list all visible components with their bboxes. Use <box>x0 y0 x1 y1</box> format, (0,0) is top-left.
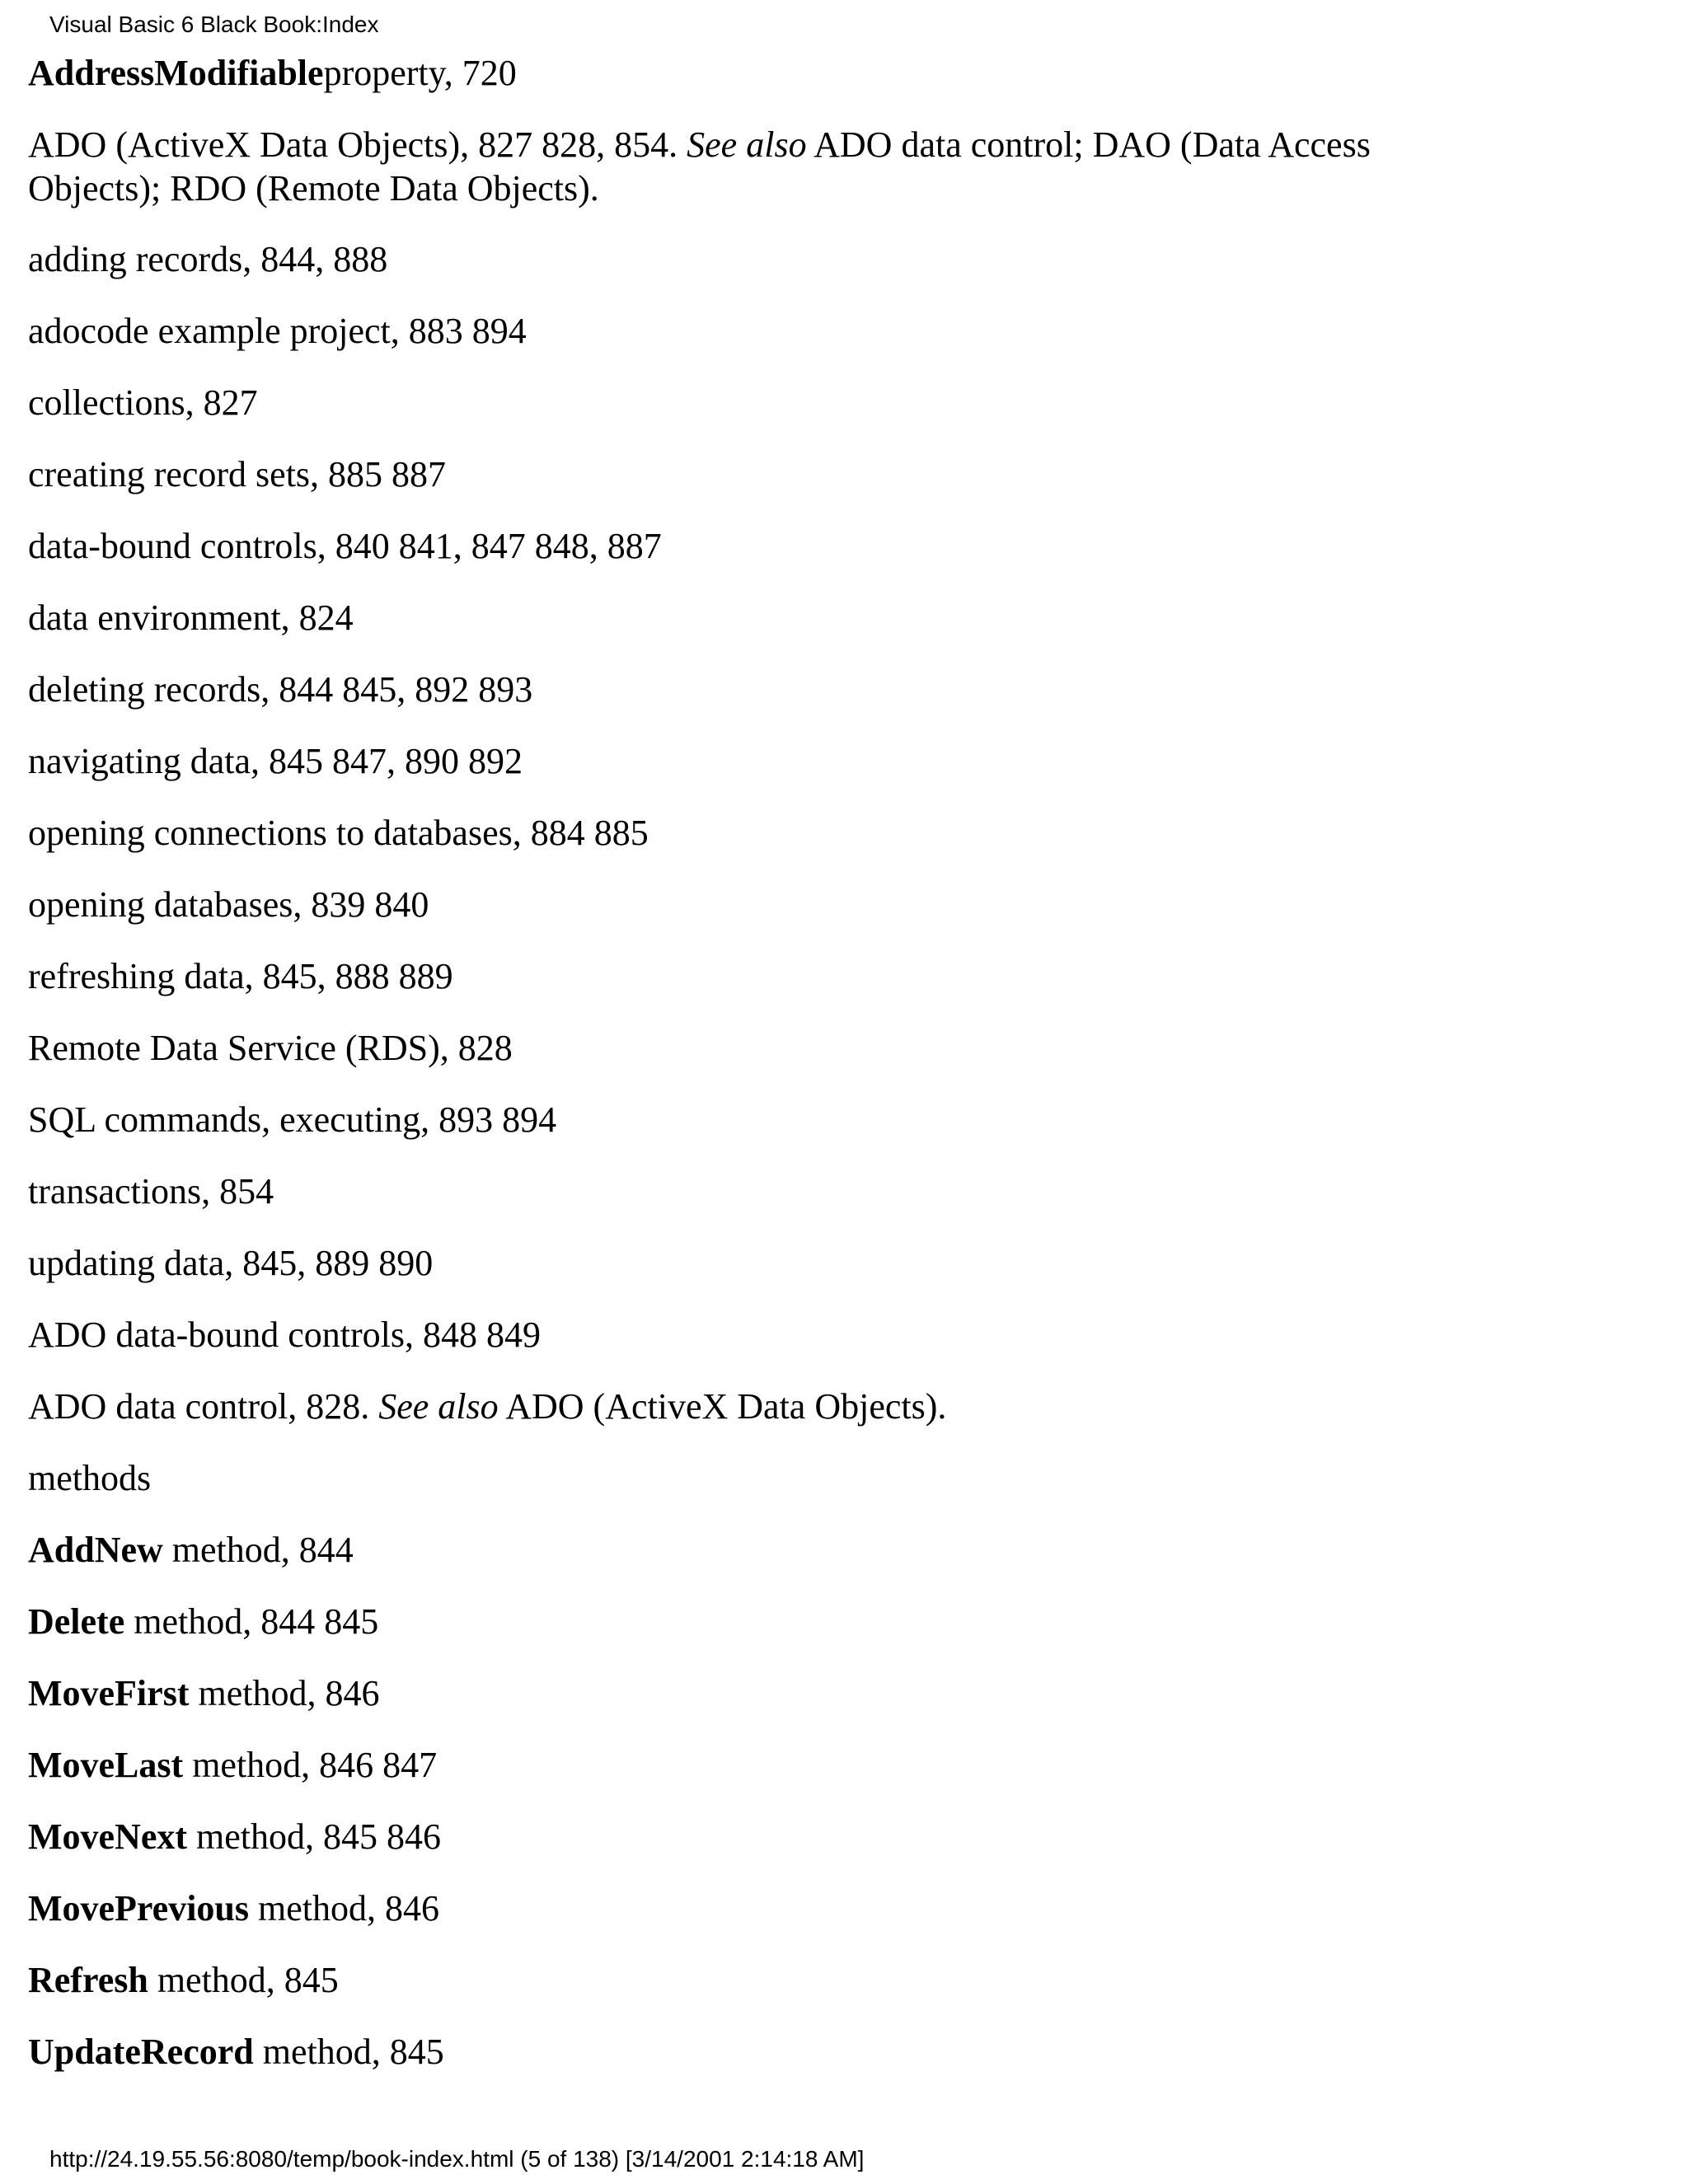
index-entry <box>28 1886 1396 1958</box>
entry-text: property, 720 <box>323 53 517 93</box>
index-entry <box>28 811 1396 883</box>
entry-text: collections, 827 <box>28 382 258 423</box>
index-entry <box>28 1098 1396 1169</box>
index-entry <box>28 51 1396 123</box>
index-entry <box>28 309 1396 381</box>
entry-term: AddressModifiable <box>28 53 324 93</box>
entry-text: transactions, 854 <box>28 1171 274 1212</box>
entry-text: navigating data, 845 847, 890 892 <box>28 741 523 781</box>
index-entry <box>28 2030 1396 2102</box>
entry-term: Refresh <box>28 1960 148 2000</box>
entry-text: method, 845 846 <box>187 1816 441 1857</box>
entry-text: ADO data control, 828. <box>28 1386 379 1427</box>
index-entry <box>28 1169 1396 1241</box>
index-entry <box>28 123 1396 237</box>
entry-text: method, 846 <box>189 1673 380 1713</box>
index-entry-list <box>28 51 1396 2102</box>
index-entry <box>28 668 1396 739</box>
index-entry <box>28 1456 1396 1528</box>
index-entry <box>28 1600 1396 1671</box>
entry-text: method, 845 <box>148 1960 339 2000</box>
index-entry <box>28 954 1396 1026</box>
entry-text: ADO (ActiveX Data Objects). <box>498 1386 947 1427</box>
entry-text: updating data, 845, 889 890 <box>28 1243 434 1283</box>
entry-text: creating record sets, 885 887 <box>28 454 447 494</box>
index-entry <box>28 381 1396 452</box>
page-header: Visual Basic 6 Black Book:Index <box>49 12 379 37</box>
page-footer: http://24.19.55.56:8080/temp/book-index.html (5 of 138) [3/14/2001 2:14:18 AM] <box>49 2146 865 2172</box>
entry-text: method, 844 <box>162 1530 354 1570</box>
entry-text: opening connections to databases, 884 885 <box>28 813 649 853</box>
entry-text: method, 846 847 <box>183 1745 438 1785</box>
entry-text: adding records, 844, 888 <box>28 239 388 279</box>
entry-term: UpdateRecord <box>28 2032 254 2072</box>
entry-term: AddNew <box>28 1530 163 1570</box>
entry-text: method, 845 <box>253 2032 444 2072</box>
index-entry <box>28 1313 1396 1385</box>
entry-text: data-bound controls, 840 841, 847 848, 887 <box>28 526 662 566</box>
index-entry <box>28 1385 1396 1456</box>
entry-text: method, 844 845 <box>124 1601 379 1642</box>
entry-text: Remote Data Service (RDS), 828 <box>28 1028 513 1068</box>
index-entry <box>28 596 1396 668</box>
index-entry <box>28 1528 1396 1600</box>
see-also-label: See also <box>687 124 807 165</box>
index-entry <box>28 1743 1396 1815</box>
entry-text: method, 846 <box>249 1888 440 1929</box>
entry-text: methods <box>28 1458 152 1498</box>
see-also-label: See also <box>378 1386 499 1427</box>
entry-text: ADO data control; DAO (Data Access Objects); RDO (Remote Data Objects). <box>28 124 1371 209</box>
entry-term: MoveFirst <box>28 1673 190 1713</box>
entry-text: data environment, 824 <box>28 598 354 638</box>
entry-text: ADO (ActiveX Data Objects), 827 828, 854. <box>28 124 687 165</box>
index-entry <box>28 237 1396 309</box>
entry-text: refreshing data, 845, 888 889 <box>28 956 453 996</box>
index-entry <box>28 883 1396 954</box>
entry-term: MoveLast <box>28 1745 184 1785</box>
index-entry <box>28 1241 1396 1313</box>
index-entry <box>28 524 1396 596</box>
index-entry <box>28 1958 1396 2030</box>
entry-term: MoveNext <box>28 1816 188 1857</box>
entry-text: deleting records, 844 845, 892 893 <box>28 669 533 710</box>
entry-term: MovePrevious <box>28 1888 250 1929</box>
entry-text: SQL commands, executing, 893 894 <box>28 1099 557 1140</box>
entry-text: ADO data-bound controls, 848 849 <box>28 1315 542 1355</box>
index-entry <box>28 1815 1396 1886</box>
entry-term: Delete <box>28 1601 125 1642</box>
entry-text: adocode example project, 883 894 <box>28 311 527 351</box>
index-entry <box>28 452 1396 524</box>
entry-text: opening databases, 839 840 <box>28 884 429 925</box>
index-entry <box>28 739 1396 811</box>
index-entry <box>28 1026 1396 1098</box>
index-entry <box>28 1671 1396 1743</box>
